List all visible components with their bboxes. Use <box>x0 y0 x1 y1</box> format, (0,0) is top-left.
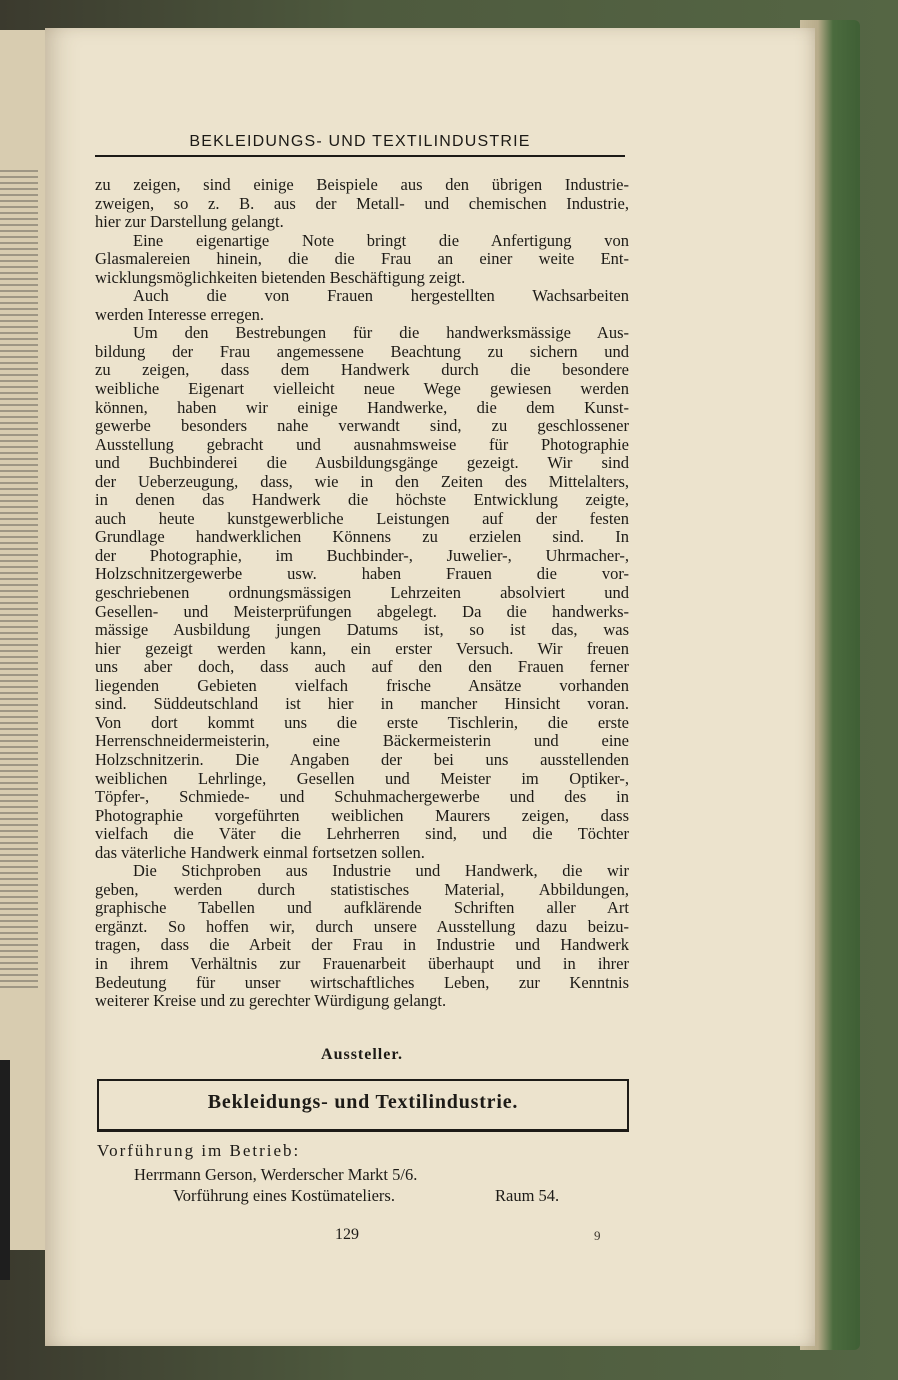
body-line: geschriebenen ordnungsmässigen Lehrzeiten absolviert und <box>95 583 629 603</box>
body-line: Bedeutung für unser wirtschaftliches Leben, zur Kenntnis <box>95 972 629 992</box>
body-line: bildung der Frau angemessene Beachtung zu sichern und <box>95 341 629 361</box>
body-line: Holzschnitzerin. Die Angaben der bei uns ausstellenden <box>95 749 629 769</box>
body-line: in ihrem Verhältnis zur Frauenarbeit überhaupt und in ihrer <box>95 953 629 973</box>
exhibitors-heading: Aussteller. <box>321 1046 403 1063</box>
body-line: Die Stichproben aus Industrie und Handwerk, die wir <box>133 861 629 881</box>
body-line: Gesellen- und Meisterprüfungen abgelegt. Da die handwerks- <box>95 601 629 621</box>
header-rule <box>95 155 625 157</box>
signature-mark: 9 <box>594 1228 601 1243</box>
body-line: zu zeigen, dass dem Handwerk durch die besondere <box>95 360 629 380</box>
body-line: hier zur Darstellung gelangt. <box>95 212 284 232</box>
body-line: Glasmalereien hinein, die die Frau an einer weite Ent- <box>95 249 629 269</box>
body-line: Herrenschneidermeisterin, eine Bäckermeisterin und eine <box>95 731 629 751</box>
body-line: Auch die von Frauen hergestellten Wachsarbeiten <box>133 286 629 306</box>
body-text <box>95 176 629 1011</box>
body-line: Photographie vorgeführten weiblichen Maurers zeigen, dass <box>95 805 629 825</box>
body-line: mässige Ausbildung jungen Datums ist, so ist das, was <box>95 620 629 640</box>
body-line: Grundlage handwerklichen Könnens zu erzielen sind. In <box>95 527 629 547</box>
section-box-title: Bekleidungs- und Textilindustrie. <box>207 1091 519 1113</box>
body-line: gewerbe besonders nahe verwandt sind, zu geschlossener <box>95 416 629 436</box>
body-line: Eine eigenartige Note bringt die Anfertigung von <box>133 230 629 250</box>
body-line: uns aber doch, dass auch auf den den Frauen ferner <box>95 657 629 677</box>
body-line: der Photographie, im Buchbinder-, Juwelier-, Uhrmacher-, <box>95 545 629 565</box>
body-line: Um den Bestrebungen für die handwerksmässige Aus- <box>133 323 629 343</box>
body-line: das väterliche Handwerk einmal fortsetzen sollen. <box>95 842 425 862</box>
body-line: und Buchbinderei die Ausbildungsgänge gezeigt. Wir sind <box>95 453 629 473</box>
body-line: Töpfer-, Schmiede- und Schuhmachergewerbe und des in <box>95 787 629 807</box>
body-line: weiblichen Lehrlinge, Gesellen und Meister im Optiker-, <box>95 768 629 788</box>
section-box <box>97 1079 629 1131</box>
body-line: ergänzt. So hoffen wir, durch unsere Ausstellung dazu beizu- <box>95 916 629 936</box>
body-line: graphische Tabellen und aufklärende Schriften aller Art <box>95 898 629 918</box>
exhibitor-name-address: Herrmann Gerson, Werderscher Markt 5/6. <box>134 1165 418 1184</box>
running-header: BEKLEIDUNGS- UND TEXTILINDUSTRIE <box>189 133 531 150</box>
body-line: Holzschnitzergewerbe usw. haben Frauen die vor- <box>95 564 629 584</box>
demonstration-subheading: Vorführung im Betrieb: <box>97 1141 301 1160</box>
body-line: geben, werden durch statistisches Material, Abbildungen, <box>95 879 629 899</box>
body-line: Von dort kommt uns die erste Tischlerin, die erste <box>95 712 629 732</box>
body-line: zweigen, so z. B. aus der Metall- und chemischen Industrie, <box>95 193 629 213</box>
body-line: liegenden Gebieten vielfach frische Ansätze vorhanden <box>95 675 629 695</box>
body-line: tragen, dass die Arbeit der Frau in Industrie und Handwerk <box>95 935 629 955</box>
body-line: Ausstellung gebracht und ausnahmsweise für Photographie <box>95 434 629 454</box>
adjacent-page-text-shadow <box>0 170 38 990</box>
body-line: können, haben wir einige Handwerke, die dem Kunst- <box>95 397 629 417</box>
section-box-underline <box>97 1131 629 1132</box>
page-number: 129 <box>335 1226 359 1243</box>
exhibitor-room: Raum 54. <box>495 1186 560 1205</box>
body-line: sind. Süddeutschland ist hier in mancher Hinsicht voran. <box>95 694 629 714</box>
body-line: vielfach die Väter die Lehrherren sind, und die Töchter <box>95 824 629 844</box>
body-line: hier gezeigt werden kann, ein erster Versuch. Wir freuen <box>95 638 629 658</box>
body-line: der Ueberzeugung, dass, wie in den Zeiten des Mittelalters, <box>95 471 629 491</box>
body-line: weibliche Eigenart vielleicht neue Wege gewiesen werden <box>95 379 629 399</box>
body-line: weiterer Kreise und zu gerechter Würdigung gelangt. <box>95 991 447 1011</box>
exhibitor-detail: Vorführung eines Kostümateliers. <box>173 1186 395 1205</box>
body-line: in denen das Handwerk die höchste Entwicklung zeigte, <box>95 490 629 510</box>
body-line: zu zeigen, sind einige Beispiele aus den übrigen Industrie- <box>95 175 629 194</box>
adjacent-page-dark-strip <box>0 1060 10 1280</box>
body-line: werden Interesse erregen. <box>95 304 265 324</box>
body-line: auch heute kunstgewerbliche Leistungen auf der festen <box>95 508 629 528</box>
body-line: wicklungsmöglichkeiten bietenden Beschäftigung zeigt. <box>95 267 466 287</box>
